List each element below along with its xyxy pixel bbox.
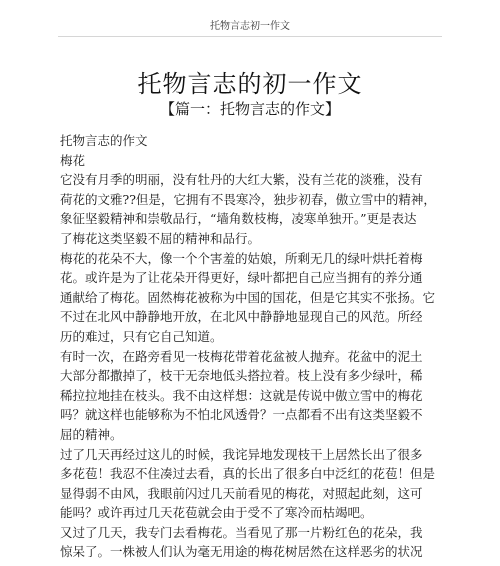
text-line: 有时一次，在路旁看见一枝梅花带着花盆被人抛弃。花盆中的泥土 <box>60 348 423 364</box>
page-title: 托物言志的初一作文 <box>137 70 363 98</box>
text-line: 它没有月季的明丽，没有牡丹的大红大紫，没有兰花的淡雅，没有 <box>60 172 423 188</box>
text-line: 托物言志的作文 <box>60 133 148 148</box>
text-line: 又过了几天，我专门去看梅花。当看见了那一片粉红色的花朵，我 <box>60 524 423 540</box>
text-line: 梅花 <box>60 152 86 168</box>
running-header: 托物言志初一作文 <box>210 21 290 32</box>
text-line: 显得弱不由风，我眼前闪过几天前看见的梅花，对照起此刻，这可 <box>60 485 423 501</box>
text-line: 稀拉拉地挂在枝头。我不由这样想：这就是传说中傲立雪中的梅花 <box>60 387 423 403</box>
text-line: 花。或许是为了让花朵开得更好，绿叶都把自己应当拥有的养分通 <box>60 270 423 286</box>
header-divider <box>58 36 442 37</box>
text-line: 荷花的文雅??但是，它拥有不畏寒冷，独步初春，傲立雪中的精神， <box>60 191 436 207</box>
text-line: 惊呆了。一株被人们认为毫无用途的梅花树居然在这样恶劣的状况 <box>60 544 423 560</box>
text-line: 多花苞！我忍不住凑过去看，真的长出了很多白中泛红的花苞！但是 <box>60 466 436 482</box>
text-line: 通献给了梅花。固然梅花被称为中国的国花，但是它其实不张扬。它 <box>60 289 436 305</box>
text-line: 不过在北风中静静地开放，在北风中静静地显现自己的风范。所经 <box>60 309 423 325</box>
text-line: 大部分都撒掉了，枝干无奈地低头搭拉着。枝上没有多少绿叶，稀 <box>60 368 423 384</box>
body-text <box>60 131 436 562</box>
text-line: 屈的精神。 <box>60 426 123 442</box>
text-line: 了梅花这类坚毅不屈的精神和品行。 <box>60 230 261 246</box>
text-line: 过了几天再经过这儿的时候，我诧异地发现枝干上居然长出了很多 <box>60 446 423 462</box>
text-line: 梅花的花朵不大，像一个个害羞的姑娘，所剩无几的绿叶烘托着梅 <box>60 250 423 266</box>
text-line: 能吗？或许再过几天花苞就会由于受不了寒冷而枯竭吧。 <box>60 505 373 521</box>
text-line: 历的难过，只有它自己知道。 <box>60 328 223 344</box>
section-heading: 【篇一：托物言志的作文】 <box>159 100 340 118</box>
text-line: 吗？就这样也能够称为不怕北风透骨？一点都看不出有这类坚毅不 <box>60 407 423 423</box>
text-line: 象征坚毅精神和崇敬品行，“墙角数枝梅，凌寒单独开。”更是表达 <box>60 211 417 227</box>
